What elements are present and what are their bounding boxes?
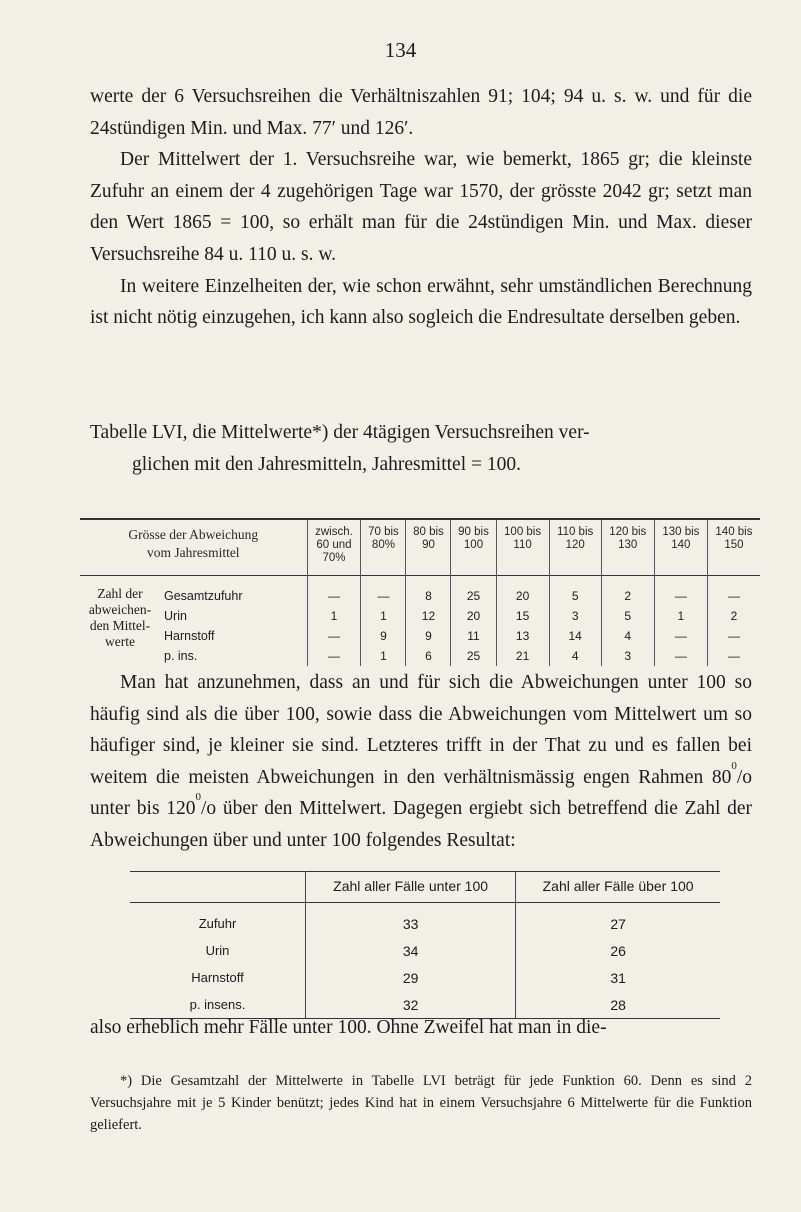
column-header: 90 bis 100 [451, 519, 496, 576]
table-cell: 1 [361, 646, 406, 666]
column-header: zwisch. 60 und 70% [307, 519, 361, 576]
table-cell: — [307, 646, 361, 666]
table-cell: — [707, 626, 760, 646]
table-row [80, 646, 760, 666]
caption-line-2: glichen mit den Jahresmitteln, Jahresmittel = 100. [132, 453, 522, 475]
intro-paragraph: In weitere Einzelheiten der, wie schon erwähnt, sehr umständlichen Berechnung ist nicht nötig einzugehen, ich kann also sogleich die Endresultate derselben geben. [90, 275, 752, 329]
table-cell: — [307, 576, 361, 607]
table-cell: — [654, 576, 707, 607]
table-cell: 2 [601, 576, 654, 607]
row-label: Harnstoff [191, 970, 244, 985]
table-cell: 3 [549, 606, 601, 626]
row-label: Gesamtzufuhr [164, 589, 243, 603]
page-number: 134 [384, 38, 417, 62]
table-cell: 25 [451, 576, 496, 607]
table-row [80, 606, 760, 626]
table-cell: — [707, 646, 760, 666]
intro-paragraph: werte der 6 Versuchsreihen die Verhältniszahlen 91; 104; 94 u. s. w. und für die 24stündigen Min. und Max. 77′ und 126′. [90, 86, 752, 139]
deviation-table [80, 518, 760, 666]
header-blank [130, 872, 306, 903]
table-cell: 34 [306, 937, 516, 964]
row-label: p. insens. [189, 997, 246, 1012]
table-cell: 33 [306, 903, 516, 938]
row-label: Urin [205, 943, 230, 958]
header-deviation-size: Grösse der Abweichung vom Jahresmittel [128, 527, 259, 560]
table-cell: 3 [601, 646, 654, 666]
outro-text [90, 1012, 752, 1044]
table-cell: 1 [307, 606, 361, 626]
table-cell: 9 [361, 626, 406, 646]
table-cell: 11 [451, 626, 496, 646]
table1-caption [90, 417, 752, 480]
table-cell: 1 [361, 606, 406, 626]
table-cell: 15 [496, 606, 549, 626]
column-header: 110 bis 120 [549, 519, 601, 576]
table-row [130, 964, 720, 991]
row-group-label: Zahl der abweichen- den Mittel- werte [88, 586, 152, 649]
column-header: 120 bis 130 [601, 519, 654, 576]
column-header: 80 bis 90 [406, 519, 451, 576]
table-cell: 27 [516, 903, 720, 938]
middle-text [90, 667, 752, 857]
column-header: 140 bis 150 [707, 519, 760, 576]
column-header: 130 bis 140 [654, 519, 707, 576]
table-cell: 13 [496, 626, 549, 646]
table-cell: 26 [516, 937, 720, 964]
table-cell: 9 [406, 626, 451, 646]
row-label: Urin [164, 609, 187, 623]
row-label: Zufuhr [198, 916, 237, 931]
table-cell: — [654, 626, 707, 646]
result-table [130, 871, 720, 1019]
table-cell: — [707, 576, 760, 607]
table-cell: 20 [496, 576, 549, 607]
outro-paragraph: also erheblich mehr Fälle unter 100. Ohne Zweifel hat man in die- [90, 1017, 607, 1038]
caption-text: Tabelle LVI, die Mittelwerte [90, 422, 313, 443]
row-label: p. ins. [164, 649, 198, 663]
table-cell: — [361, 576, 406, 607]
caption-text-cont: der 4tägigen Versuchsreihen ver- [328, 422, 590, 443]
footnote-mark: *) [312, 422, 329, 443]
table-cell: 5 [601, 606, 654, 626]
middle-paragraph: Man hat anzunehmen, dass an und für sich die Abweichungen unter 100 so häufig sind als die über 100, sowie dass die Abweichungen vom Mittelwert um so häufiger sind, je kleiner sie sind. Letzteres trifft in der That zu und es fallen bei weitem die meisten Abweichungen in den verhältnismässig engen Rahmen $80^0/o$ unter bis $120^0/o$ über den Mittelwert. Dagegen ergiebt sich betreffend die Zahl der Abweichungen über und unter 100 folgendes Resultat: [90, 672, 752, 851]
table-cell: 32 [306, 991, 516, 1019]
table-cell: 20 [451, 606, 496, 626]
table-cell: 4 [549, 646, 601, 666]
table-cell: 29 [306, 964, 516, 991]
column-header: 70 bis 80% [361, 519, 406, 576]
intro-paragraph: Der Mittelwert der 1. Versuchsreihe war, wie bemerkt, 1865 gr; die kleinste Zufuhr an einem der 4 zugehörigen Tage war 1570, der grösste 2042 gr; setzt man den Wert 1865 = 100, so erhält man für die 24stündigen Min. und Max. dieser Versuchsreihe 84 u. 110 u. s. w. [90, 149, 752, 265]
table-cell: 6 [406, 646, 451, 666]
table-row [80, 576, 760, 607]
table-cell: 28 [516, 991, 720, 1019]
table-cell: 31 [516, 964, 720, 991]
footnote-text: *) Die Gesamtzahl der Mittelwerte in Tabelle LVI beträgt für jede Funktion 60. Denn es sind 2 Versuchsjahre mit je 5 Kinder benützt; jedes Kind hat in einem Versuchsjahre 6 Mittelwerte für die Funktion geliefert. [90, 1073, 752, 1133]
table-cell: 12 [406, 606, 451, 626]
table-cell: 8 [406, 576, 451, 607]
table-row [130, 903, 720, 938]
header-under-100: Zahl aller Fälle unter 100 [306, 872, 516, 903]
table-cell: 5 [549, 576, 601, 607]
table-cell: 1 [654, 606, 707, 626]
table-cell: 4 [601, 626, 654, 646]
column-header: 100 bis 110 [496, 519, 549, 576]
table-cell: — [654, 646, 707, 666]
table-row [80, 626, 760, 646]
table-cell: 25 [451, 646, 496, 666]
intro-text [90, 81, 752, 334]
table-cell: 14 [549, 626, 601, 646]
header-over-100: Zahl aller Fälle über 100 [516, 872, 720, 903]
table-cell: 21 [496, 646, 549, 666]
row-label: Harnstoff [164, 629, 215, 643]
footnote [90, 1070, 752, 1136]
table-cell: 2 [707, 606, 760, 626]
table-cell: — [307, 626, 361, 646]
table-row [130, 937, 720, 964]
